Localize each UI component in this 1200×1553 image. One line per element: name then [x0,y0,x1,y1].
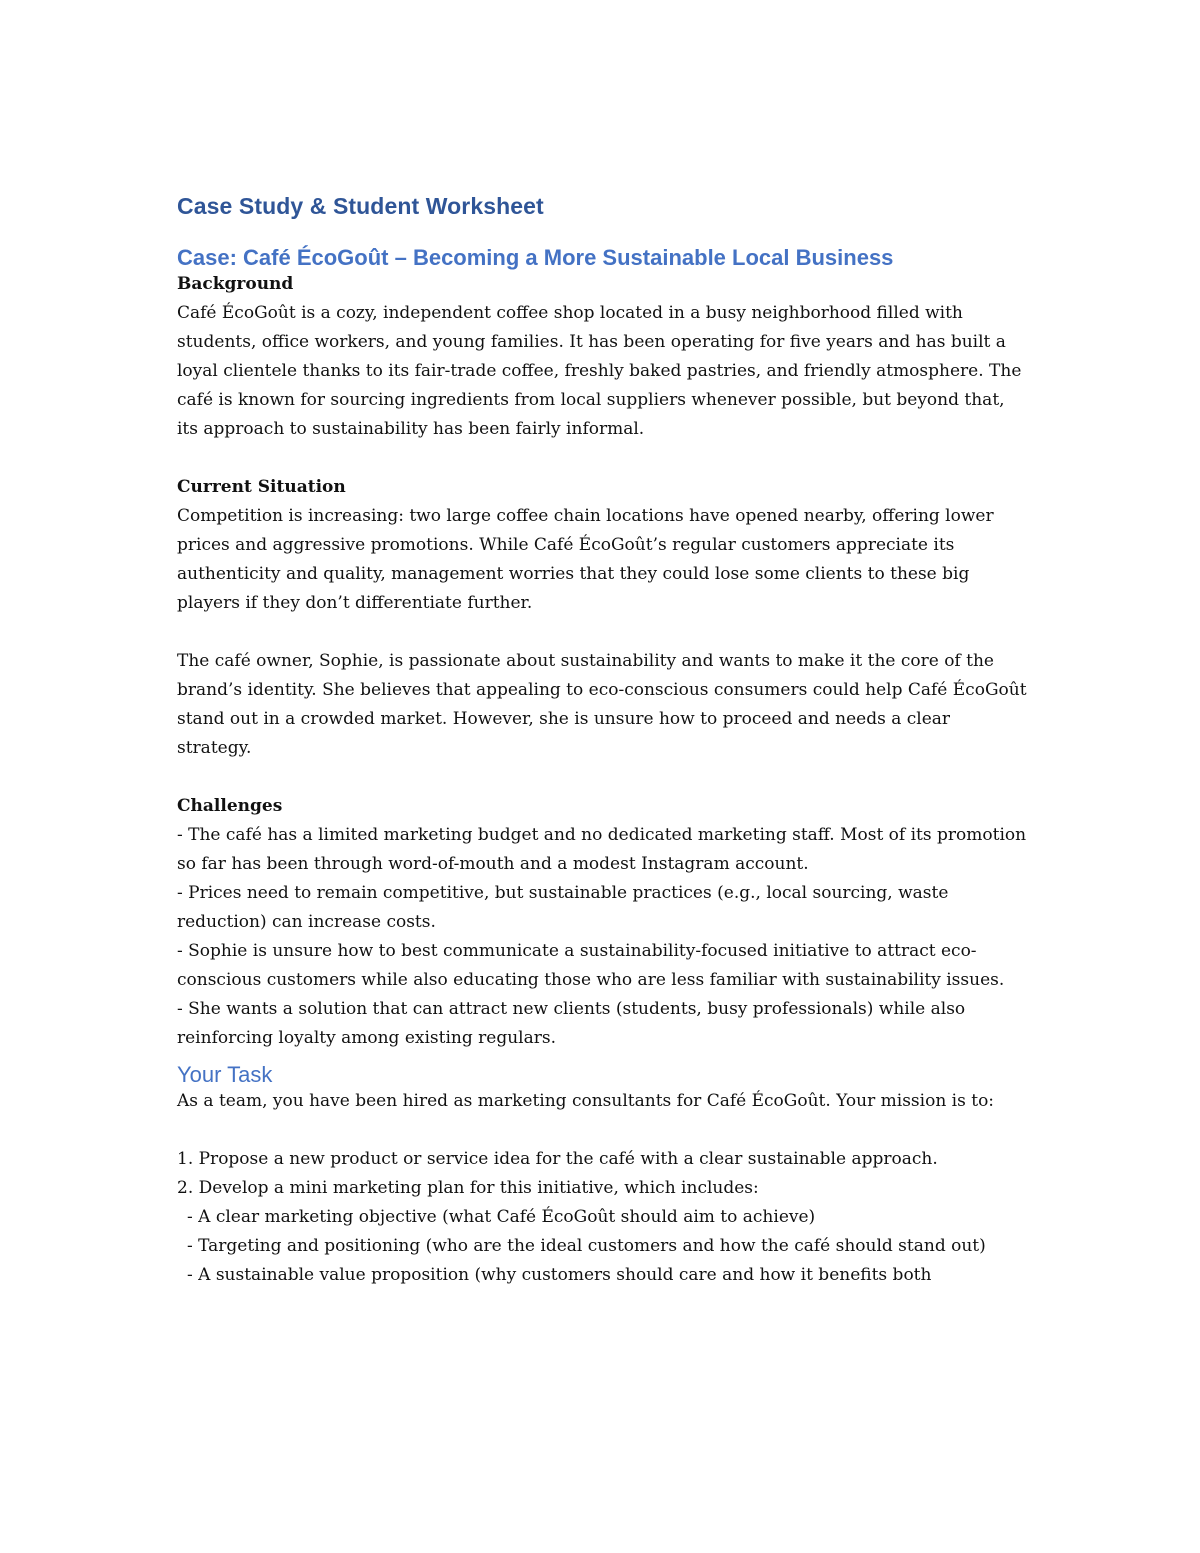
challenges-section [177,792,1027,1053]
your-task-section [177,1057,1027,1290]
challenge-item: - She wants a solution that can attract new clients (students, busy professionals) while also reinforcing loyalty among existing regulars. [177,999,966,1048]
spacer [177,618,1027,647]
document-title: Case Study & Student Worksheet [177,193,544,219]
spacer [177,444,1027,473]
task-subitem: - Targeting and positioning (who are the ideal customers and how the café should stand out) [187,1236,986,1256]
background-heading: Background [177,274,294,294]
current-situation-heading: Current Situation [177,477,346,497]
challenges-heading: Challenges [177,796,283,816]
current-situation-paragraph-1: Competition is increasing: two large coffee chain locations have opened nearby, offering lower prices and aggressive promotions. While Café ÉcoGoût’s regular customers appreciate its authenticity and quality, management worries that they could lose some clients to these big players if they don’t differentiate further. [177,506,994,613]
task-step: 1. Propose a new product or service idea for the café with a clear sustainable approach. [177,1149,938,1169]
spacer [177,1116,1027,1145]
background-section [177,270,1027,444]
your-task-intro: As a team, you have been hired as marketing consultants for Café ÉcoGoût. Your mission is to: [177,1091,995,1111]
case-heading: Case: Café ÉcoGoût – Becoming a More Sustainable Local Business [177,245,894,270]
document-page [177,186,1027,1290]
your-task-heading: Your Task [177,1062,273,1087]
task-subitem: - A sustainable value proposition (why customers should care and how it benefits both [187,1265,932,1285]
spacer [177,763,1027,792]
challenge-item: - The café has a limited marketing budget and no dedicated marketing staff. Most of its promotion so far has been through word-of-mouth and a modest Instagram account. [177,825,1027,874]
current-situation-section [177,473,1027,763]
challenge-item: - Prices need to remain competitive, but sustainable practices (e.g., local sourcing, waste reduction) can increase costs. [177,883,949,932]
task-subitem: - A clear marketing objective (what Café ÉcoGoût should aim to achieve) [187,1207,816,1227]
challenge-item: - Sophie is unsure how to best communicate a sustainability-focused initiative to attract eco-conscious customers while also educating those who are less familiar with sustainability issues. [177,941,1005,990]
current-situation-paragraph-2: The café owner, Sophie, is passionate about sustainability and wants to make it the core of the brand’s identity. She believes that appealing to eco-conscious consumers could help Café ÉcoGoût stand out in a crowded market. However, she is unsure how to proceed and needs a clear strategy. [177,651,1027,758]
task-step: 2. Develop a mini marketing plan for this initiative, which includes: [177,1178,759,1198]
background-text: Café ÉcoGoût is a cozy, independent coffee shop located in a busy neighborhood filled with students, office workers, and young families. It has been operating for five years and has built a loyal clientele thanks to its fair-trade coffee, freshly baked pastries, and friendly atmosphere. The café is known for sourcing ingredients from local suppliers whenever possible, but beyond that, its approach to sustainability has been fairly informal. [177,303,1022,439]
